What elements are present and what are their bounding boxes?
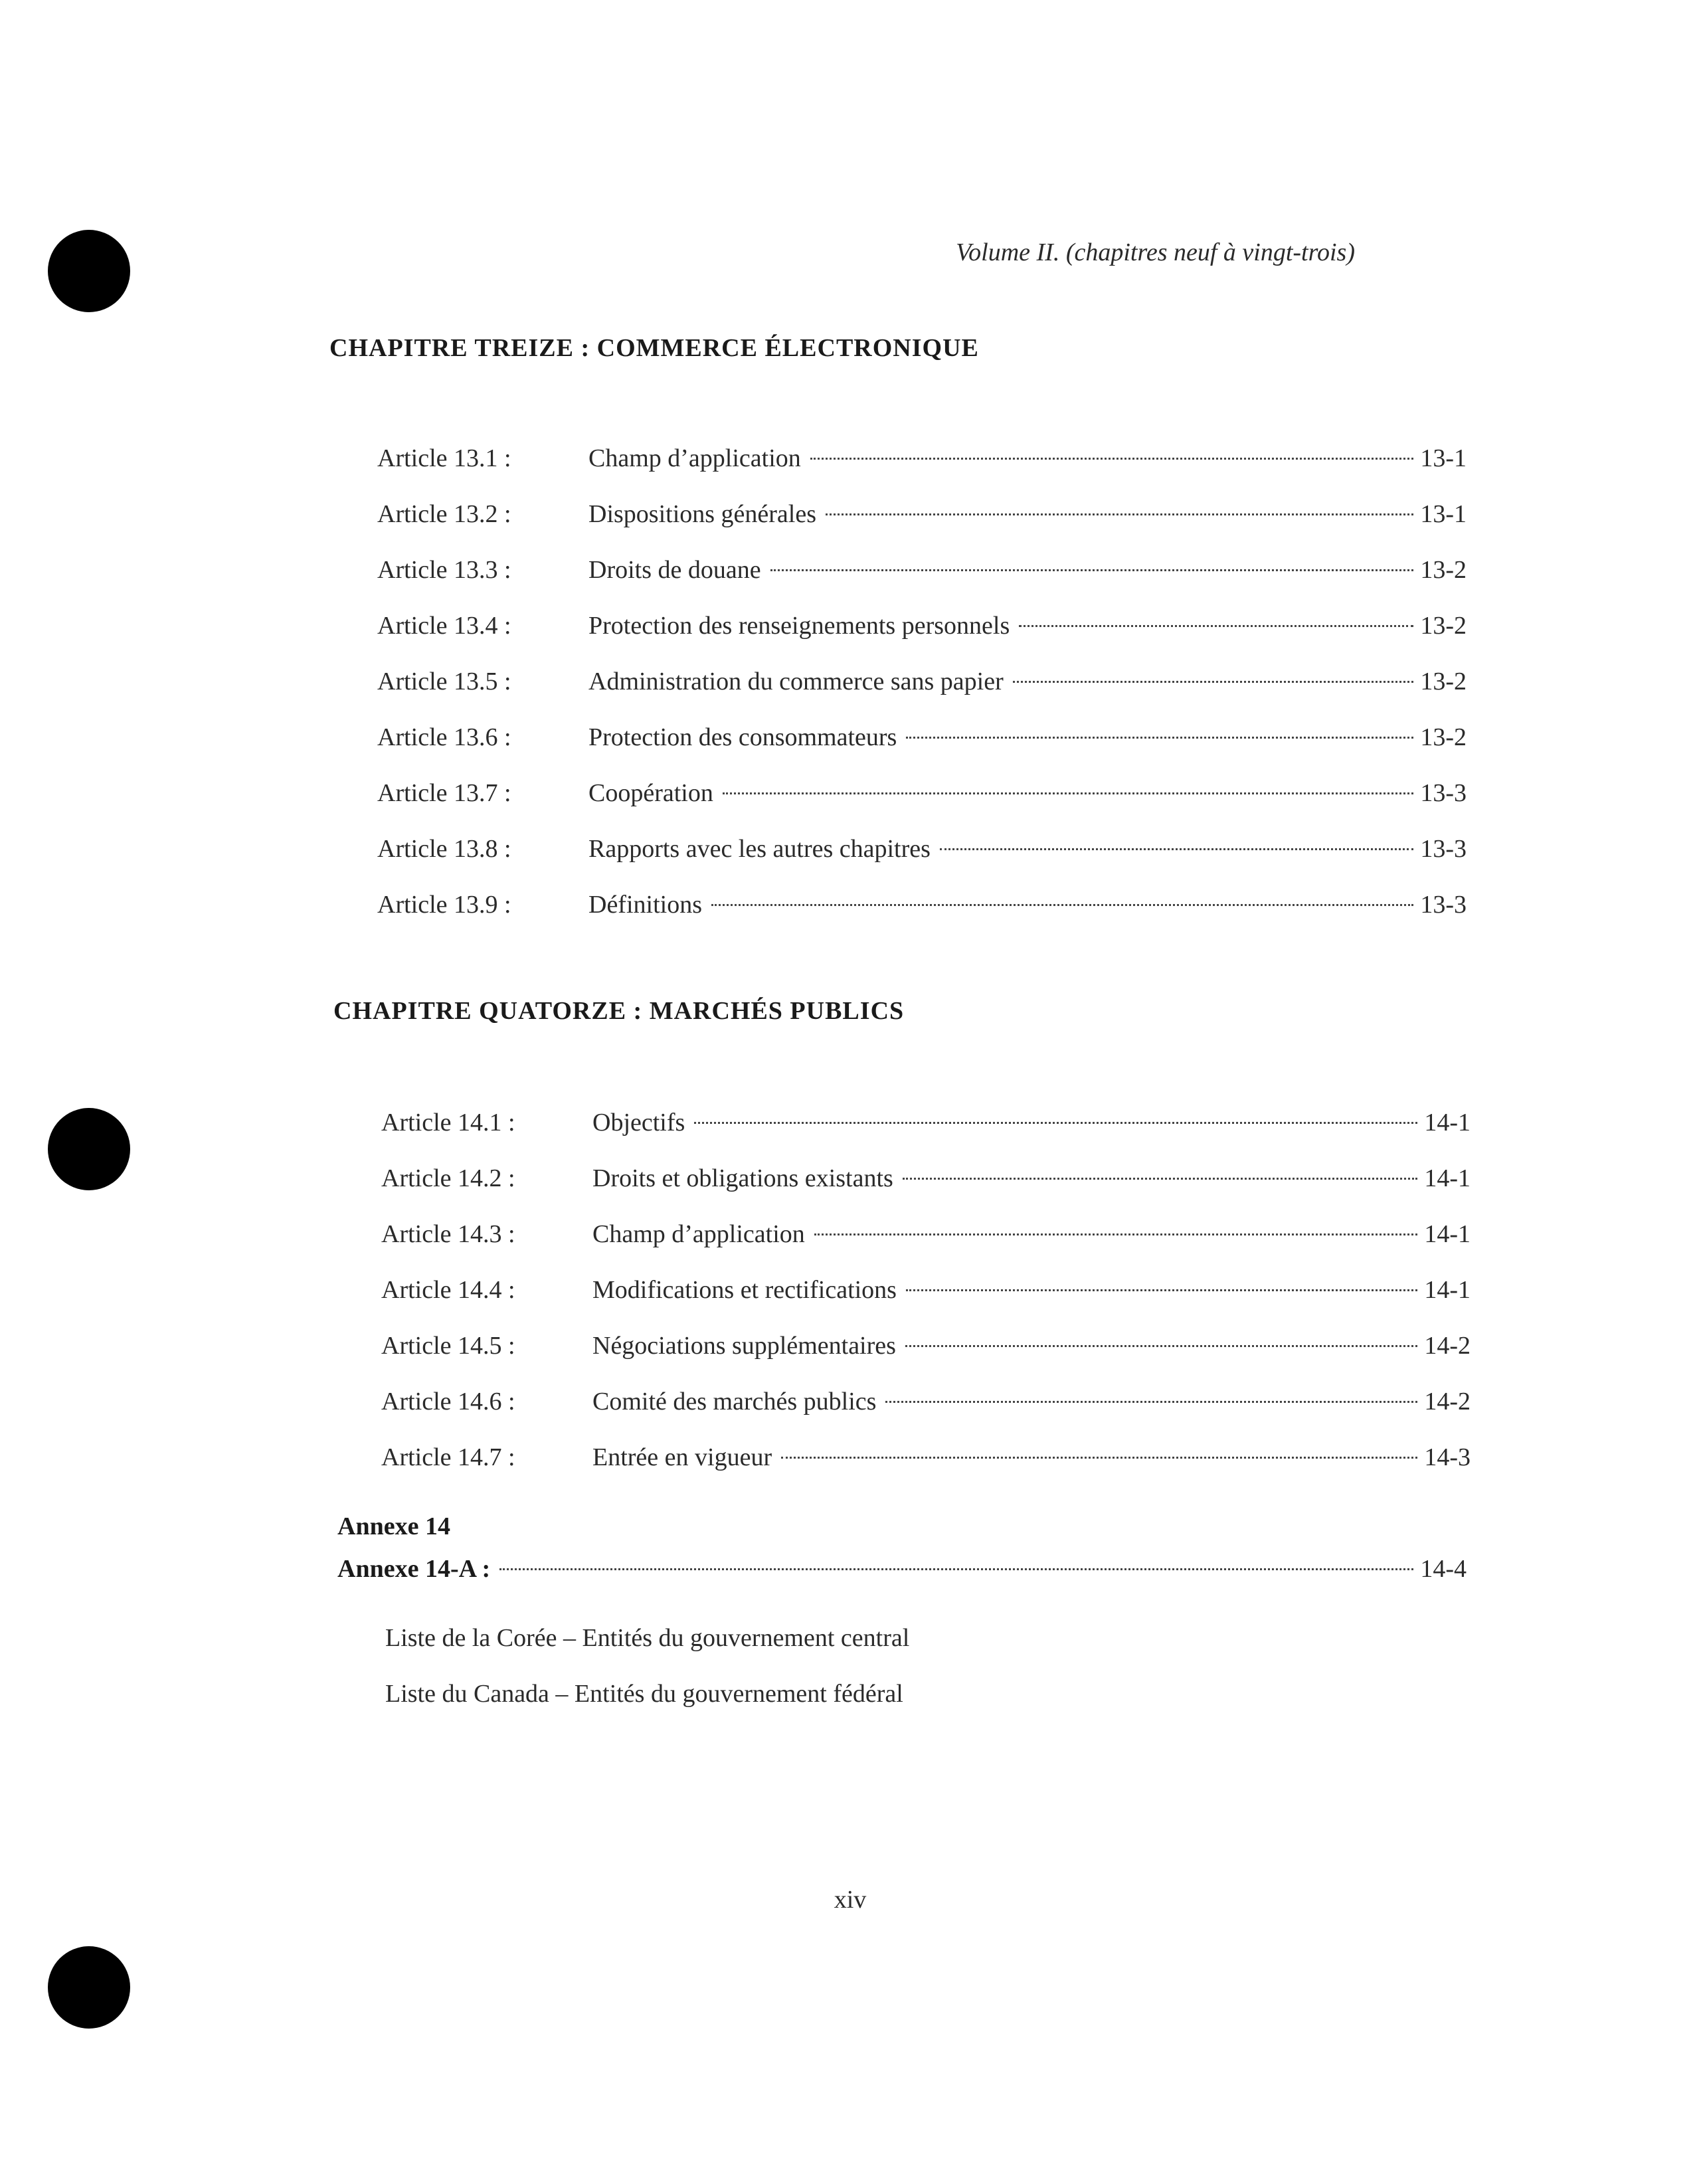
toc-entry[interactable]	[377, 611, 1467, 667]
page-ref: 13-3	[1420, 891, 1467, 919]
page-ref: 14-2	[1424, 1332, 1471, 1360]
page-ref: 13-1	[1420, 444, 1467, 472]
chapter-14-toc	[381, 1108, 1471, 1499]
leader-dots	[723, 792, 1413, 794]
leader-dots	[814, 1233, 1417, 1235]
binder-hole-bottom	[48, 1946, 130, 2029]
article-title: Administration du commerce sans papier	[588, 668, 1004, 695]
article-number: Article 14.3 :	[381, 1220, 515, 1248]
binder-hole-top	[48, 230, 130, 312]
toc-entry[interactable]	[377, 778, 1467, 834]
annex-sub-list	[337, 1610, 1467, 1722]
page-ref: 14-1	[1424, 1276, 1471, 1304]
toc-entry[interactable]	[381, 1443, 1471, 1499]
article-number: Article 13.7 :	[377, 779, 511, 807]
page-ref: 13-2	[1420, 612, 1467, 640]
article-number: Article 14.2 :	[381, 1164, 515, 1192]
article-number: Article 13.2 :	[377, 500, 511, 528]
binder-hole-middle	[48, 1108, 130, 1190]
leader-dots	[905, 1345, 1417, 1347]
toc-entry[interactable]	[377, 834, 1467, 890]
leader-dots	[711, 904, 1413, 906]
running-head: Volume II. (chapitres neuf à vingt-trois)	[956, 238, 1355, 266]
article-number: Article 14.6 :	[381, 1388, 515, 1415]
article-title: Protection des renseignements personnels	[588, 612, 1010, 640]
toc-entry[interactable]	[381, 1387, 1471, 1443]
article-number: Article 13.6 :	[377, 723, 511, 751]
chapter-13-toc	[377, 444, 1467, 946]
annex-sub-item: Liste du Canada – Entités du gouvernement fédéral	[385, 1680, 903, 1708]
page-ref: 13-1	[1420, 500, 1467, 528]
article-title: Protection des consommateurs	[588, 723, 897, 751]
leader-dots	[906, 1289, 1417, 1291]
annex-sub-item: Liste de la Corée – Entités du gouvernement central	[385, 1624, 910, 1652]
article-number: Article 13.5 :	[377, 668, 511, 695]
toc-entry[interactable]	[377, 723, 1467, 778]
leader-dots	[694, 1122, 1417, 1124]
article-title: Négociations supplémentaires	[592, 1332, 896, 1360]
chapter-13-heading: CHAPITRE TREIZE : COMMERCE ÉLECTRONIQUE	[329, 334, 979, 362]
toc-entry[interactable]	[377, 555, 1467, 611]
page-ref: 13-3	[1420, 779, 1467, 807]
page-ref: 13-2	[1420, 723, 1467, 751]
article-title: Droits et obligations existants	[592, 1164, 893, 1192]
toc-entry[interactable]	[381, 1108, 1471, 1164]
leader-dots	[903, 1178, 1417, 1180]
article-number: Article 14.1 :	[381, 1109, 515, 1137]
article-title: Dispositions générales	[588, 500, 817, 528]
annex-section	[337, 1499, 1467, 1722]
leader-dots	[770, 569, 1413, 571]
leader-dots	[885, 1401, 1417, 1403]
page-ref: 14-3	[1424, 1443, 1471, 1471]
annex-entry[interactable]	[337, 1554, 1467, 1610]
toc-entry[interactable]	[377, 444, 1467, 500]
leader-dots	[499, 1568, 1413, 1570]
article-number: Article 14.5 :	[381, 1332, 515, 1360]
toc-entry[interactable]	[381, 1164, 1471, 1220]
toc-entry[interactable]	[381, 1275, 1471, 1331]
page-ref: 14-4	[1420, 1555, 1467, 1583]
page-ref: 13-2	[1420, 556, 1467, 584]
article-title: Objectifs	[592, 1109, 685, 1137]
article-title: Définitions	[588, 891, 702, 919]
toc-entry[interactable]	[377, 890, 1467, 946]
annex-entry-label: Annexe 14-A :	[337, 1555, 491, 1583]
article-number: Article 13.9 :	[377, 891, 511, 919]
chapter-14-heading: CHAPITRE QUATORZE : MARCHÉS PUBLICS	[333, 997, 905, 1025]
page-ref: 13-2	[1420, 668, 1467, 695]
article-title: Champ d’application	[588, 444, 801, 472]
article-title: Rapports avec les autres chapitres	[588, 835, 931, 863]
article-number: Article 14.4 :	[381, 1276, 515, 1304]
page-ref: 14-1	[1424, 1164, 1471, 1192]
page-ref: 14-1	[1424, 1220, 1471, 1248]
article-title: Modifications et rectifications	[592, 1276, 897, 1304]
article-number: Article 13.1 :	[377, 444, 511, 472]
leader-dots	[940, 848, 1413, 850]
article-number: Article 13.4 :	[377, 612, 511, 640]
toc-entry[interactable]	[381, 1331, 1471, 1387]
leader-dots	[826, 513, 1413, 515]
toc-entry[interactable]	[377, 667, 1467, 723]
leader-dots	[906, 737, 1413, 739]
toc-entry[interactable]	[377, 500, 1467, 555]
leader-dots	[1019, 625, 1413, 627]
leader-dots	[1013, 681, 1413, 683]
article-title: Champ d’application	[592, 1220, 805, 1248]
article-title: Comité des marchés publics	[592, 1388, 877, 1415]
article-title: Coopération	[588, 779, 713, 807]
article-number: Article 13.3 :	[377, 556, 511, 584]
leader-dots	[781, 1457, 1417, 1459]
article-title: Droits de douane	[588, 556, 761, 584]
annex-heading: Annexe 14	[337, 1512, 450, 1540]
leader-dots	[810, 458, 1413, 460]
article-number: Article 13.8 :	[377, 835, 511, 863]
page-ref: 14-2	[1424, 1388, 1471, 1415]
page-ref: 13-3	[1420, 835, 1467, 863]
article-title: Entrée en vigueur	[592, 1443, 772, 1471]
article-number: Article 14.7 :	[381, 1443, 515, 1471]
toc-entry[interactable]	[381, 1220, 1471, 1275]
page-ref: 14-1	[1424, 1109, 1471, 1137]
page-number: xiv	[834, 1886, 867, 1914]
